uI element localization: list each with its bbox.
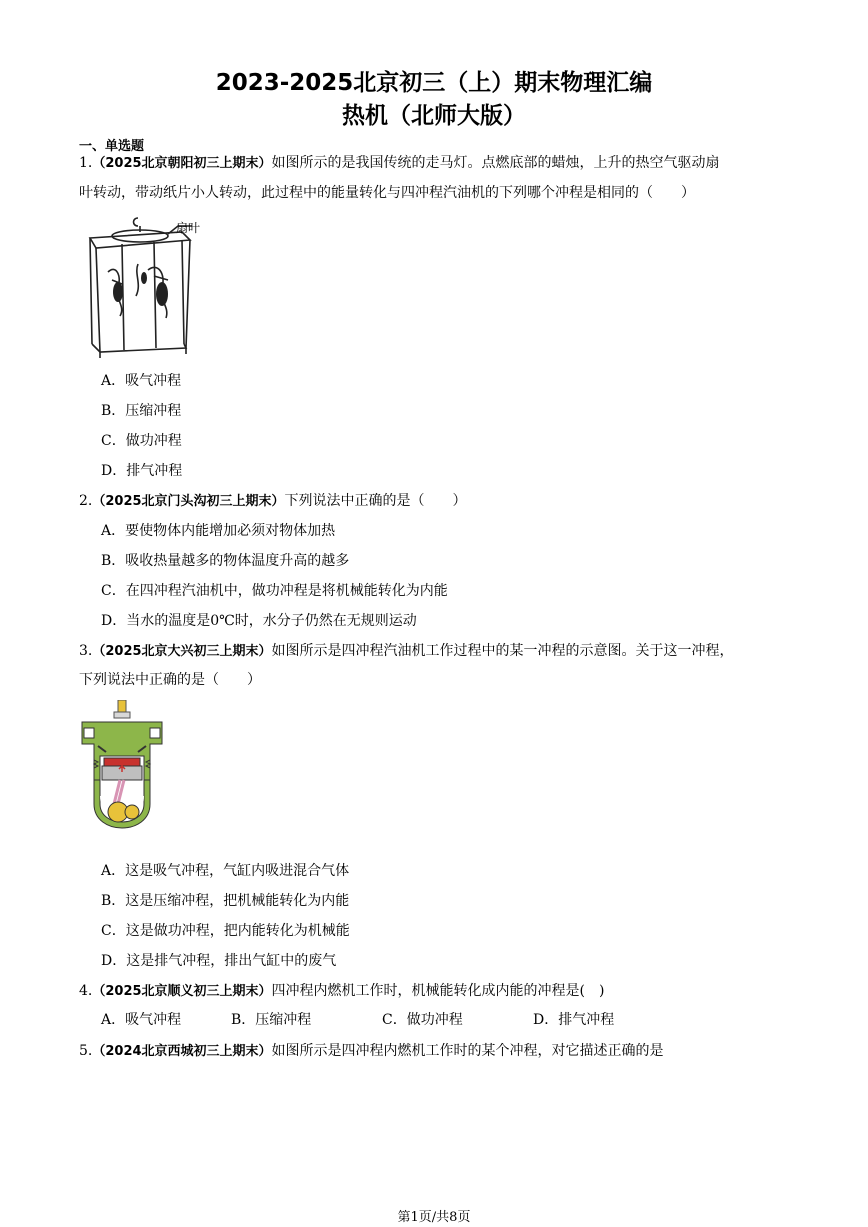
question-1-option-b[interactable]: B．压缩冲程: [101, 403, 182, 419]
question-5-line1: [79, 1041, 664, 1062]
question-4-option-c[interactable]: C．做功冲程: [382, 1012, 463, 1028]
question-3-source: （2025北京大兴初三上期末）: [92, 644, 272, 659]
question-3-line2: 下列说法中正确的是（ ）: [79, 672, 261, 688]
question-1-text: 如图所示的是我国传统的走马灯。点燃底部的蜡烛，上升的热空气驱动扇: [271, 155, 720, 171]
question-3-option-d[interactable]: D．这是排气冲程，排出气缸中的废气: [101, 953, 337, 969]
question-4-option-d[interactable]: D．排气冲程: [533, 1012, 615, 1028]
question-4-option-b[interactable]: B．压缩冲程: [231, 1012, 312, 1028]
question-4-text: 四冲程内燃机工作时，机械能转化成内能的冲程是( ): [271, 983, 605, 999]
lantern-fan-label: 扇叶: [176, 221, 201, 235]
question-2-number: 2.: [79, 493, 93, 509]
question-4-option-a[interactable]: A．吸气冲程: [101, 1012, 182, 1028]
question-1-option-c[interactable]: C．做功冲程: [101, 433, 182, 449]
page-title-line2: 热机（北师大版）: [342, 103, 526, 129]
page-title-line1: 2023-2025北京初三（上）期末物理汇编: [215, 70, 653, 96]
section-title: 一、单选题: [79, 139, 145, 154]
question-1-line2: 叶转动，带动纸片小人转动，此过程中的能量转化与四冲程汽油机的下列哪个冲程是相同的（ ）: [79, 185, 695, 201]
question-3-number: 3.: [79, 643, 93, 659]
question-3-line1: [79, 641, 734, 662]
question-3-option-c[interactable]: C．这是做功冲程，把内能转化为机械能: [101, 923, 350, 939]
question-2-option-d[interactable]: D．当水的温度是0℃时，水分子仍然在无规则运动: [101, 613, 417, 629]
question-4-source: （2025北京顺义初三上期末）: [92, 984, 272, 999]
question-2-text: 下列说法中正确的是（ ）: [284, 493, 467, 509]
page-number: 第1页/共8页: [397, 1210, 471, 1225]
question-3-text: 如图所示是四冲程汽油机工作过程中的某一冲程的示意图。关于这一冲程，: [271, 643, 734, 659]
question-2-source: （2025北京门头沟初三上期末）: [92, 494, 285, 509]
question-4-number: 4.: [79, 983, 93, 999]
question-5-source: （2024北京西城初三上期末）: [92, 1044, 272, 1059]
question-1-option-a[interactable]: A．吸气冲程: [101, 373, 182, 389]
question-1-source: （2025北京朝阳初三上期末）: [92, 156, 272, 171]
question-5-text: 如图所示是四冲程内燃机工作时的某个冲程，对它描述正确的是: [271, 1043, 664, 1059]
question-2-option-b[interactable]: B．吸收热量越多的物体温度升高的越多: [101, 553, 350, 569]
question-2-option-c[interactable]: C．在四冲程汽油机中，做功冲程是将机械能转化为内能: [101, 583, 448, 599]
question-2-line1: [79, 491, 467, 512]
lantern-figure: [82, 214, 212, 364]
question-1-option-d[interactable]: D．排气冲程: [101, 463, 183, 479]
question-1-line1: [79, 153, 720, 174]
question-3-option-b[interactable]: B．这是压缩冲程，把机械能转化为内能: [101, 893, 350, 909]
question-3-option-a[interactable]: A．这是吸气冲程，气缸内吸进混合气体: [101, 863, 350, 879]
question-5-number: 5.: [79, 1043, 93, 1059]
question-1-number: 1.: [79, 155, 93, 171]
engine-figure: [78, 700, 168, 850]
question-4-line1: [79, 981, 604, 1002]
question-2-option-a[interactable]: A．要使物体内能增加必须对物体加热: [101, 523, 336, 539]
